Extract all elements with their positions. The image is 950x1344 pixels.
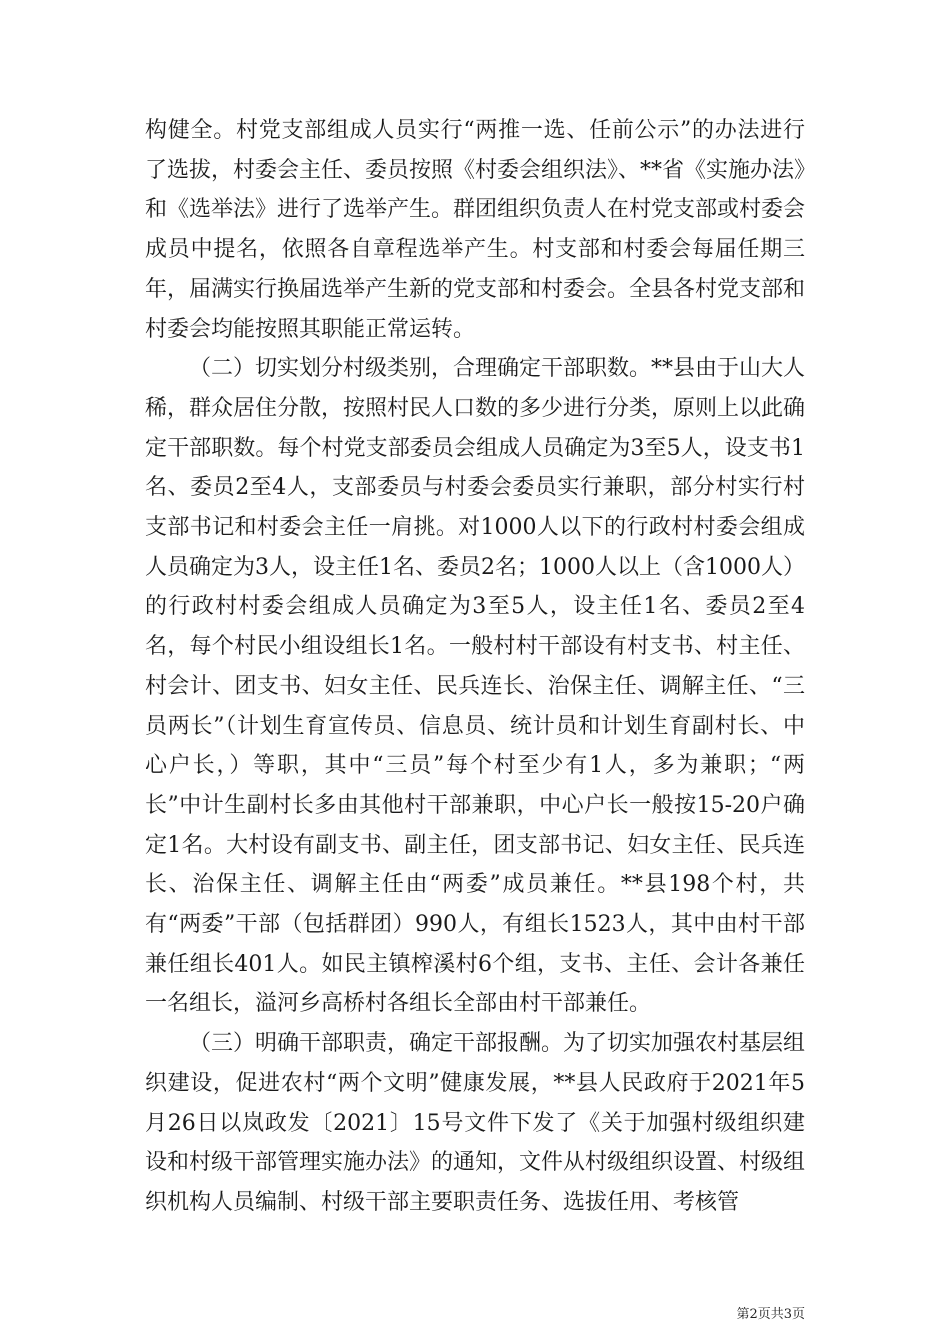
page-number-footer: 第2页共3页 — [736, 1307, 805, 1322]
document-body — [145, 111, 805, 1223]
paragraph-section-2: （二）切实划分村级类别，合理确定干部职数。**县由于山大人稀，群众居住分散，按照村民人口数的多少进行分类，原则上以此确定干部职数。每个村党支部委员会组成人员确定为3至5人，设支书1名、委员2至4人，支部委员与村委会委员实行兼职，部分村实行村支部书记和村委会主任一肩挑。对1000人以下的行政村村委会组成人员确定为3人，设主任1名、委员2名；1000人以上（含1000人）的行政村村委会组成人员确定为3至5人，设主任1名、委员2至4名，每个村民小组设组长1名。一般村村干部设有村支书、村主任、村会计、团支书、妇女主任、民兵连长、治保主任、调解主任、“三员两长”（计划生育宣传员、信息员、统计员和计划生育副村长、中心户长，）等职，其中“三员”每个村至少有1人，多为兼职；“两长”中计生副村长多由其他村干部兼职，中心户长一般按15-20户确定1名。大村设有副支书、副主任，团支部书记、妇女主任、民兵连长、治保主任、调解主任由“两委”成员兼任。**县198个村，共有“两委”干部（包括群团）990人，有组长1523人，其中由村干部兼任组长401人。如民主镇榨溪村6个组，支书、主任、会计各兼任一名组长，溢河乡高桥村各组长全部由村干部兼任。 — [145, 356, 806, 1017]
paragraph-continuation: 构健全。村党支部组成人员实行“两推一选、任前公示”的办法进行了选拔，村委会主任、委员按照《村委会组织法》、**省《实施办法》和《选举法》进行了选举产生。群团组织负责人在村党支部或村委会成员中提名，依照各自章程选举产生。村支部和村委会每届任期三年，届满实行换届选举产生新的党支部和村委会。全县各村党支部和村委会均能按照其职能正常运转。 — [145, 118, 806, 342]
paragraph-section-3: （三）明确干部职责，确定干部报酬。为了切实加强农村基层组织建设，促进农村“两个文明”健康发展，**县人民政府于2021年5月26日以岚政发〔2021〕15号文件下发了《关于加强村级组织建设和村级干部管理实施办法》的通知，文件从村级组织设置、村级组织机构人员编制、村级干部主要职责任务、选拔任用、考核管 — [145, 1031, 806, 1215]
